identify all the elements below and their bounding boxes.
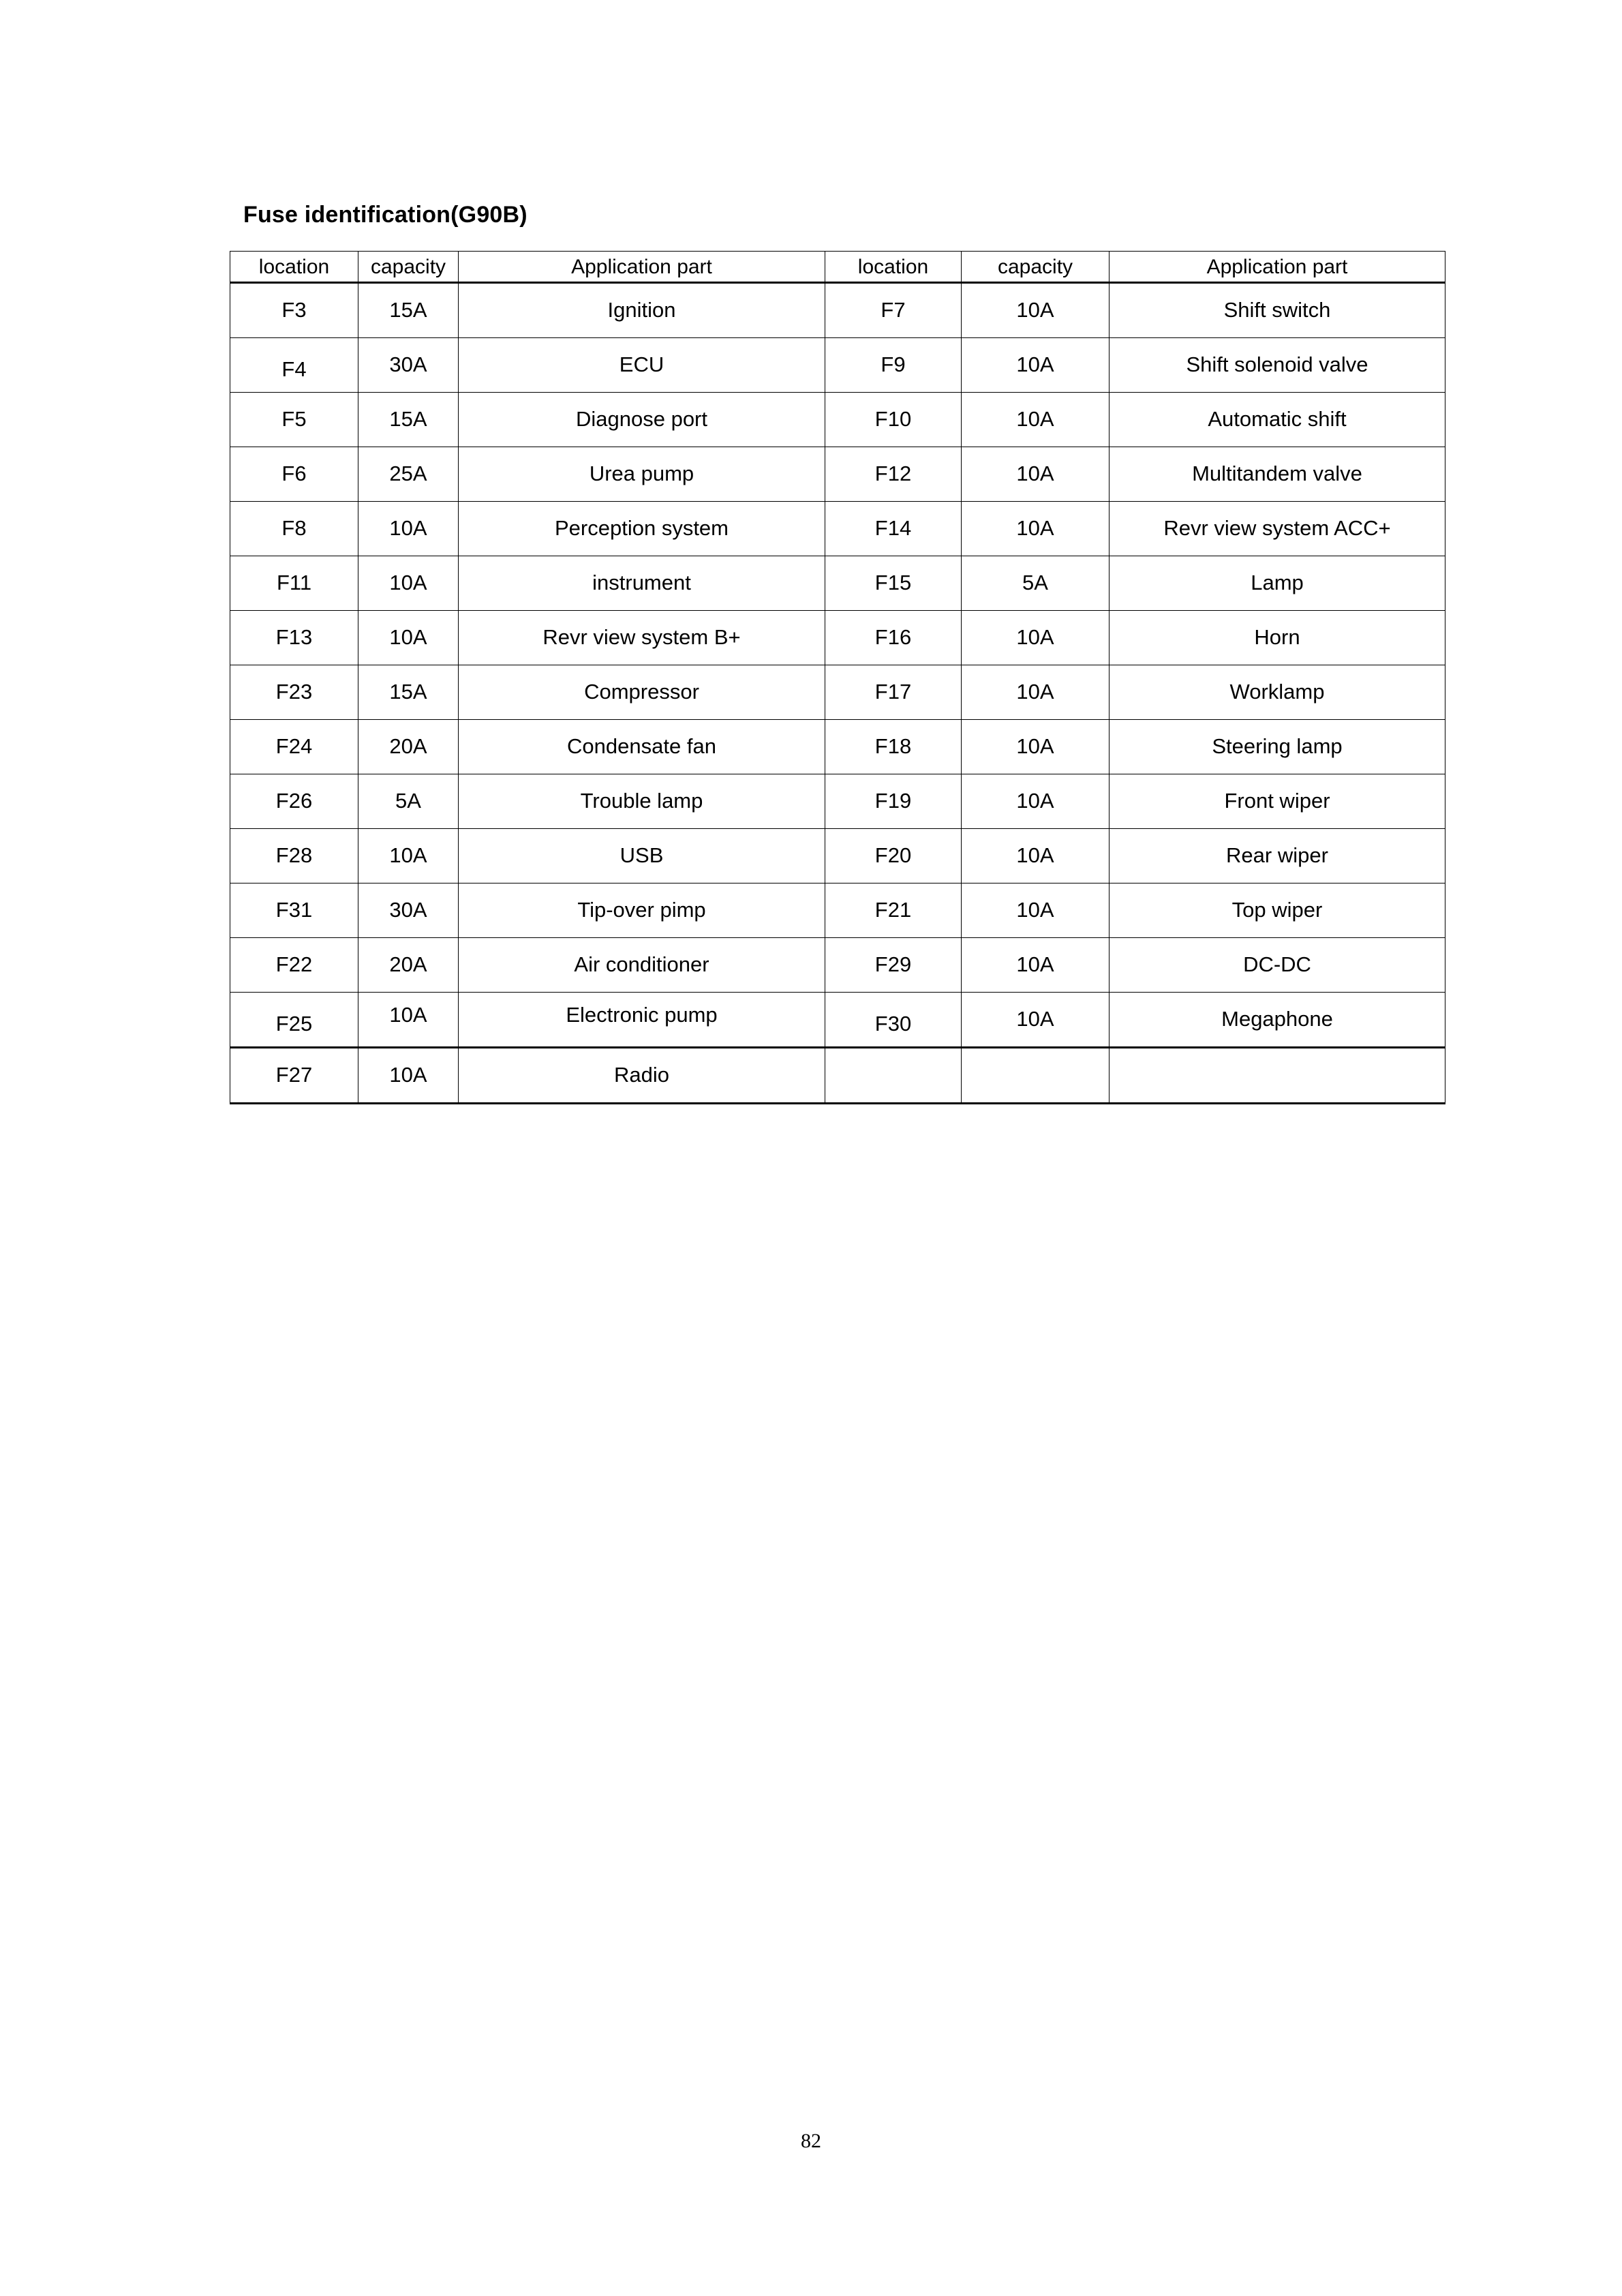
cell-location-right <box>825 993 962 1048</box>
table-row <box>230 829 1445 883</box>
cell-text: F4 <box>281 357 307 382</box>
cell-capacity-left: 30A <box>358 883 459 938</box>
table-row <box>230 447 1445 502</box>
fuse-identification-table <box>230 251 1445 1104</box>
cell-text: F25 <box>275 1012 313 1036</box>
table-row <box>230 1048 1445 1104</box>
cell-application-left: Diagnose port <box>459 393 825 447</box>
cell-location-right: F29 <box>825 938 962 993</box>
cell-application-right: Shift switch <box>1110 283 1445 338</box>
cell-application-right: Revr view system ACC+ <box>1110 502 1445 556</box>
cell-application-left: Condensate fan <box>459 720 825 774</box>
cell-capacity-left: 30A <box>358 338 459 393</box>
table-row <box>230 556 1445 611</box>
cell-application-left: Trouble lamp <box>459 774 825 829</box>
cell-application-left: Air conditioner <box>459 938 825 993</box>
cell-application-right <box>1110 1048 1445 1104</box>
column-header-capacity-right: capacity <box>962 252 1110 283</box>
column-header-location-left: location <box>230 252 358 283</box>
cell-location-left: F3 <box>230 283 358 338</box>
table-row <box>230 938 1445 993</box>
cell-location-left: F26 <box>230 774 358 829</box>
cell-capacity-right: 10A <box>962 720 1110 774</box>
cell-application-left: instrument <box>459 556 825 611</box>
cell-capacity-right: 10A <box>962 665 1110 720</box>
cell-capacity-left: 5A <box>358 774 459 829</box>
cell-text: F30 <box>874 1012 912 1036</box>
table-row <box>230 502 1445 556</box>
cell-location-left: F13 <box>230 611 358 665</box>
cell-application-left: Tip-over pimp <box>459 883 825 938</box>
cell-location-left: F23 <box>230 665 358 720</box>
cell-capacity-right: 10A <box>962 338 1110 393</box>
cell-location-right: F10 <box>825 393 962 447</box>
cell-location-left: F22 <box>230 938 358 993</box>
cell-application-right: Multitandem valve <box>1110 447 1445 502</box>
cell-capacity-left: 25A <box>358 447 459 502</box>
cell-capacity-left: 20A <box>358 720 459 774</box>
cell-location-right: F14 <box>825 502 962 556</box>
cell-application-right: Automatic shift <box>1110 393 1445 447</box>
cell-application-left: Revr view system B+ <box>459 611 825 665</box>
cell-location-left <box>230 338 358 393</box>
cell-capacity-right: 10A <box>962 829 1110 883</box>
table-header-row <box>230 252 1445 283</box>
cell-application-right: Front wiper <box>1110 774 1445 829</box>
cell-location-right: F12 <box>825 447 962 502</box>
cell-application-left: Compressor <box>459 665 825 720</box>
cell-location-left: F31 <box>230 883 358 938</box>
cell-location-left: F8 <box>230 502 358 556</box>
cell-location-right: F16 <box>825 611 962 665</box>
page-number: 82 <box>801 2130 821 2152</box>
cell-location-left: F5 <box>230 393 358 447</box>
cell-capacity-right: 10A <box>962 611 1110 665</box>
cell-application-left: ECU <box>459 338 825 393</box>
cell-location-right: F7 <box>825 283 962 338</box>
cell-location-right: F19 <box>825 774 962 829</box>
column-header-application-left: Application part <box>459 252 825 283</box>
cell-location-left: F6 <box>230 447 358 502</box>
cell-application-right: Steering lamp <box>1110 720 1445 774</box>
cell-capacity-right: 10A <box>962 993 1110 1048</box>
column-header-location-right: location <box>825 252 962 283</box>
column-header-application-right: Application part <box>1110 252 1445 283</box>
cell-capacity-left: 15A <box>358 393 459 447</box>
cell-text: 10A <box>389 1003 427 1027</box>
table-row <box>230 720 1445 774</box>
cell-application-left: Radio <box>459 1048 825 1104</box>
table-row <box>230 393 1445 447</box>
table-row <box>230 774 1445 829</box>
cell-location-right: F9 <box>825 338 962 393</box>
cell-capacity-right <box>962 1048 1110 1104</box>
cell-application-right: Horn <box>1110 611 1445 665</box>
cell-capacity-right: 10A <box>962 447 1110 502</box>
cell-application-right: Worklamp <box>1110 665 1445 720</box>
cell-capacity-left: 10A <box>358 502 459 556</box>
cell-capacity-right: 10A <box>962 774 1110 829</box>
cell-capacity-left: 20A <box>358 938 459 993</box>
page-title: Fuse identification(G90B) <box>243 202 527 228</box>
cell-capacity-left: 10A <box>358 556 459 611</box>
cell-application-right: DC-DC <box>1110 938 1445 993</box>
cell-location-left: F28 <box>230 829 358 883</box>
cell-location-left <box>230 993 358 1048</box>
cell-capacity-left: 10A <box>358 611 459 665</box>
cell-capacity-left: 15A <box>358 283 459 338</box>
cell-application-right: Megaphone <box>1110 993 1445 1048</box>
cell-capacity-left: 10A <box>358 1048 459 1104</box>
cell-capacity-right: 10A <box>962 502 1110 556</box>
cell-capacity-right: 10A <box>962 283 1110 338</box>
cell-capacity-right: 10A <box>962 393 1110 447</box>
cell-location-right: F18 <box>825 720 962 774</box>
cell-application-right: Lamp <box>1110 556 1445 611</box>
cell-location-left: F24 <box>230 720 358 774</box>
cell-capacity-left <box>358 993 459 1048</box>
cell-capacity-left: 15A <box>358 665 459 720</box>
table-row <box>230 338 1445 393</box>
cell-capacity-left: 10A <box>358 829 459 883</box>
cell-location-right: F20 <box>825 829 962 883</box>
cell-location-right: F17 <box>825 665 962 720</box>
cell-location-left: F27 <box>230 1048 358 1104</box>
cell-capacity-right: 10A <box>962 938 1110 993</box>
table-row <box>230 611 1445 665</box>
cell-application-right: Shift solenoid valve <box>1110 338 1445 393</box>
cell-location-right: F15 <box>825 556 962 611</box>
cell-application-left: Perception system <box>459 502 825 556</box>
cell-location-right <box>825 1048 962 1104</box>
cell-application-left <box>459 993 825 1048</box>
cell-location-right: F21 <box>825 883 962 938</box>
cell-application-left: Urea pump <box>459 447 825 502</box>
cell-capacity-right: 5A <box>962 556 1110 611</box>
cell-application-left: Ignition <box>459 283 825 338</box>
table-row <box>230 283 1445 338</box>
cell-application-right: Rear wiper <box>1110 829 1445 883</box>
table-row <box>230 665 1445 720</box>
table-row <box>230 993 1445 1048</box>
cell-application-left: USB <box>459 829 825 883</box>
cell-application-right: Top wiper <box>1110 883 1445 938</box>
cell-location-left: F11 <box>230 556 358 611</box>
cell-capacity-right: 10A <box>962 883 1110 938</box>
column-header-capacity-left: capacity <box>358 252 459 283</box>
cell-text: Electronic pump <box>566 1003 718 1027</box>
table-row <box>230 883 1445 938</box>
